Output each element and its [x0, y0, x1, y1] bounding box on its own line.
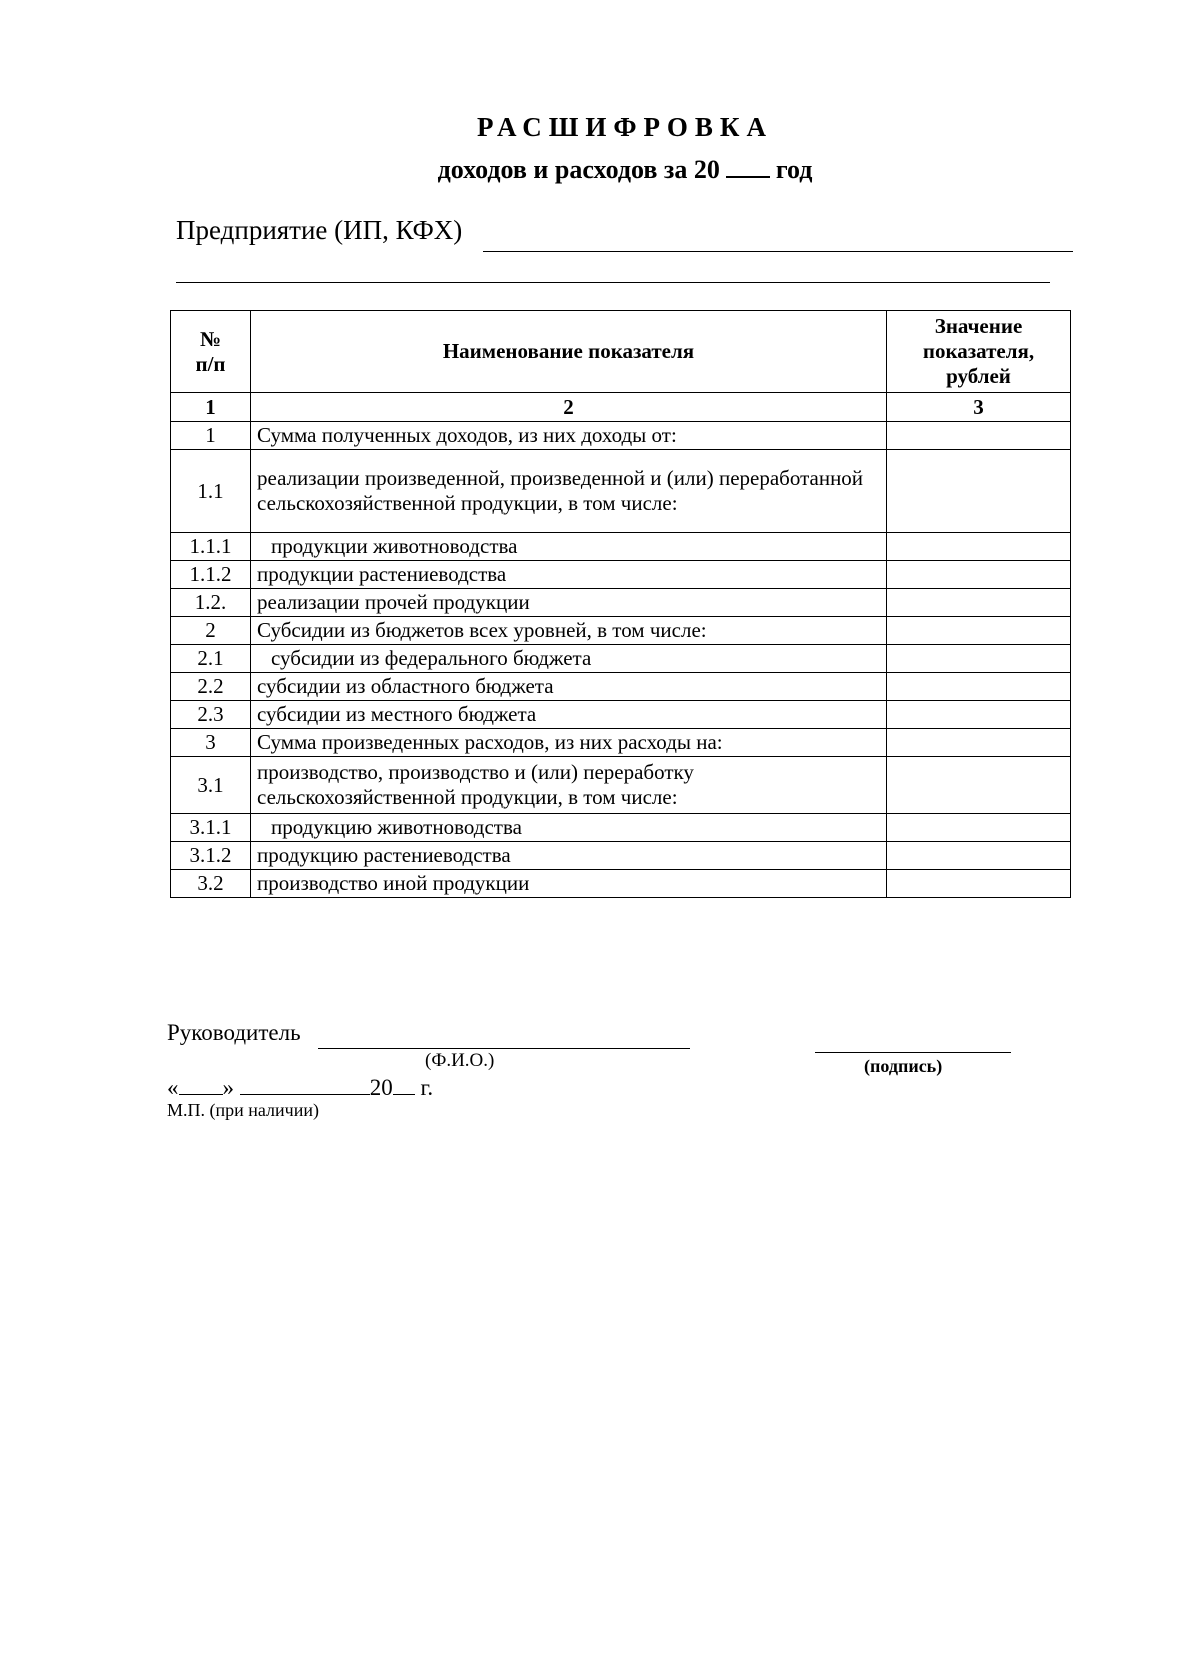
- row-name: реализации прочей продукции: [251, 589, 887, 617]
- row-number: 1.1: [171, 450, 251, 533]
- column-number-row: [171, 393, 1071, 422]
- subtitle-text: доходов и расходов за 20: [437, 155, 720, 184]
- column-number: 1: [171, 393, 251, 422]
- table-row: [171, 757, 1071, 814]
- indicators-table: [170, 310, 1071, 898]
- row-value-cell[interactable]: [887, 561, 1071, 589]
- date-year-prefix: 20: [369, 1075, 393, 1100]
- table-row: [171, 842, 1071, 870]
- table-row: [171, 814, 1071, 842]
- row-number: 3.1: [171, 757, 251, 814]
- table-row: [171, 729, 1071, 757]
- row-value-cell[interactable]: [887, 673, 1071, 701]
- column-number: 3: [887, 393, 1071, 422]
- row-name: производство иной продукции: [251, 870, 887, 898]
- month-blank: [240, 1074, 370, 1095]
- header-num: [171, 311, 251, 393]
- row-number: 1: [171, 422, 251, 450]
- table-row: [171, 533, 1071, 561]
- row-number: 2: [171, 617, 251, 645]
- row-value-cell[interactable]: [887, 814, 1071, 842]
- row-value-cell[interactable]: [887, 842, 1071, 870]
- table-header-row: [171, 311, 1071, 393]
- row-name: продукции растениеводства: [251, 561, 887, 589]
- date-line: [167, 1074, 433, 1101]
- subtitle-year-word: год: [775, 155, 813, 184]
- row-name: субсидии из федерального бюджета: [251, 645, 887, 673]
- row-name: продукцию растениеводства: [251, 842, 887, 870]
- row-value-cell[interactable]: [887, 729, 1071, 757]
- header-num-line1: №: [199, 326, 222, 351]
- head-label: Руководитель: [167, 1020, 301, 1045]
- date-close-quote: »: [222, 1075, 234, 1100]
- table-row: [171, 450, 1071, 533]
- table-row: [171, 701, 1071, 729]
- row-number: 2.2: [171, 673, 251, 701]
- day-blank: [179, 1074, 223, 1095]
- table-row: [171, 673, 1071, 701]
- row-name: производство, производство и (или) переработку сельскохозяйственной продукции, в том числе:: [251, 757, 887, 814]
- row-value-cell[interactable]: [887, 450, 1071, 533]
- signature-line: [815, 1052, 1011, 1053]
- table-row: [171, 589, 1071, 617]
- row-value-cell[interactable]: [887, 533, 1071, 561]
- row-number: 1.1.1: [171, 533, 251, 561]
- row-name: продукции животноводства: [251, 533, 887, 561]
- table-row: [171, 870, 1071, 898]
- row-value-cell[interactable]: [887, 701, 1071, 729]
- year-blank: [726, 176, 770, 178]
- row-name: Сумма произведенных расходов, из них расходы на:: [251, 729, 887, 757]
- table-row: [171, 617, 1071, 645]
- row-number: 1.1.2: [171, 561, 251, 589]
- document-title: РАСШИФРОВКА: [477, 112, 773, 142]
- row-name: реализации произведенной, произведенной и (или) переработанной сельскохозяйственной продукции, в том числе:: [251, 450, 887, 533]
- row-value-cell[interactable]: [887, 617, 1071, 645]
- enterprise-line: [483, 251, 1073, 252]
- table-row: [171, 645, 1071, 673]
- row-value-cell[interactable]: [887, 870, 1071, 898]
- document-subtitle: [0, 155, 1200, 185]
- column-number: 2: [251, 393, 887, 422]
- row-number: 2.1: [171, 645, 251, 673]
- row-number: 2.3: [171, 701, 251, 729]
- row-number: 3: [171, 729, 251, 757]
- row-name: Сумма полученных доходов, из них доходы от:: [251, 422, 887, 450]
- row-name: продукцию животноводства: [251, 814, 887, 842]
- year-suffix-blank: [393, 1074, 415, 1095]
- row-name: Субсидии из бюджетов всех уровней, в том числе:: [251, 617, 887, 645]
- table-row: [171, 561, 1071, 589]
- signature-caption: (подпись): [864, 1056, 943, 1076]
- row-value-cell[interactable]: [887, 422, 1071, 450]
- header-name: Наименование показателя: [251, 311, 887, 393]
- date-open-quote: «: [167, 1075, 179, 1100]
- enterprise-line-2: [176, 282, 1050, 283]
- stamp-note: М.П. (при наличии): [167, 1100, 319, 1120]
- row-value-cell[interactable]: [887, 645, 1071, 673]
- row-name: субсидии из местного бюджета: [251, 701, 887, 729]
- row-name: субсидии из областного бюджета: [251, 673, 887, 701]
- row-value-cell[interactable]: [887, 757, 1071, 814]
- enterprise-label: Предприятие (ИП, КФХ): [176, 215, 463, 245]
- head-name-line: [318, 1048, 690, 1049]
- row-value-cell[interactable]: [887, 589, 1071, 617]
- row-number: 1.2.: [171, 589, 251, 617]
- header-value: Значение показателя, рублей: [887, 311, 1071, 393]
- row-number: 3.1.2: [171, 842, 251, 870]
- table-row: [171, 422, 1071, 450]
- date-suffix: г.: [420, 1075, 434, 1100]
- row-number: 3.1.1: [171, 814, 251, 842]
- row-number: 3.2: [171, 870, 251, 898]
- fio-caption: (Ф.И.О.): [425, 1050, 495, 1071]
- header-num-line2: п/п: [195, 351, 226, 376]
